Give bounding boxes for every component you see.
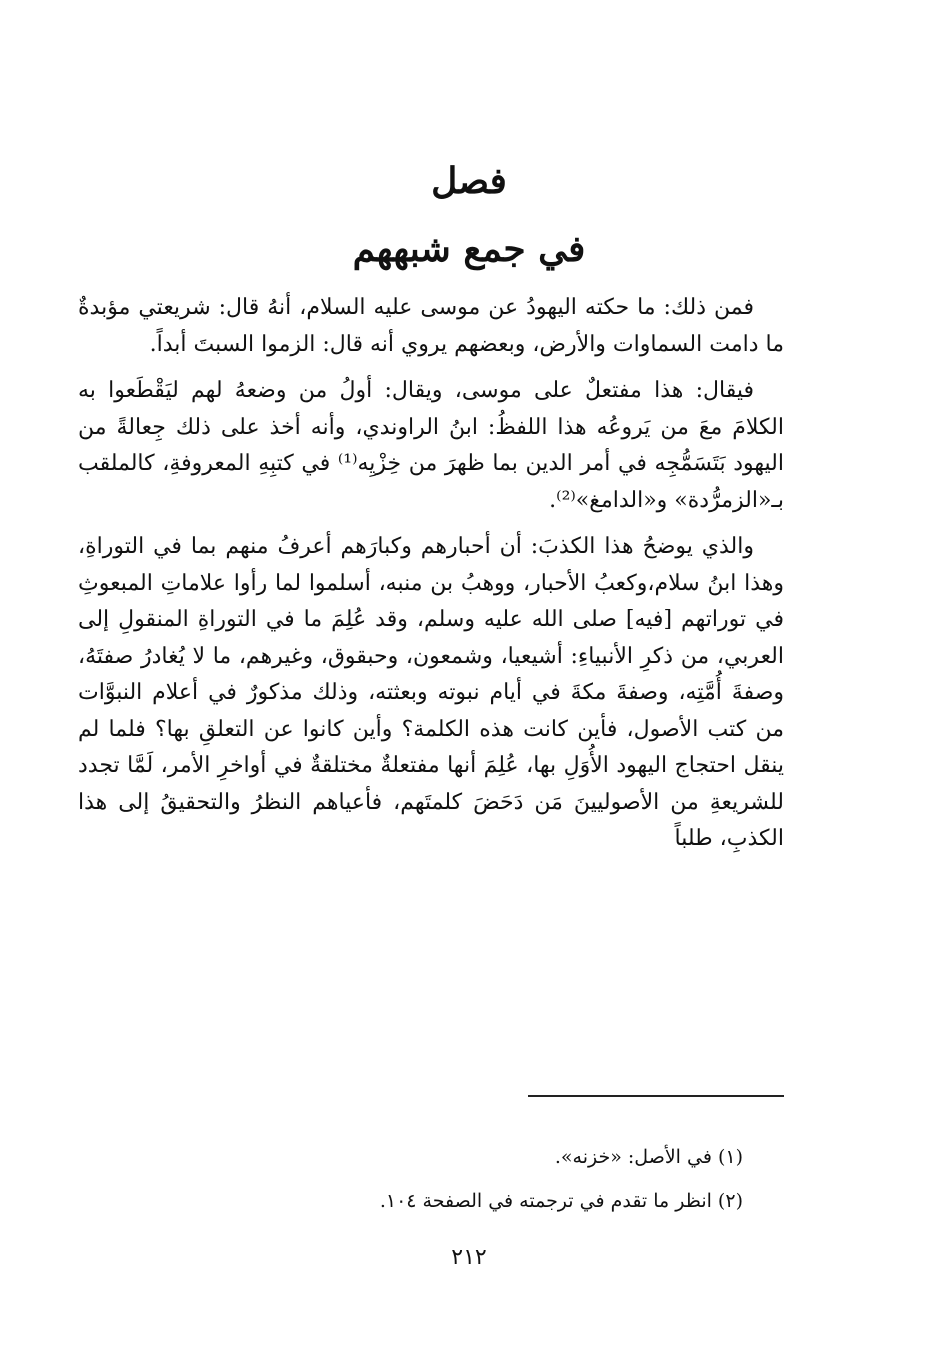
footnotes [243, 1135, 743, 1223]
footnote-divider [528, 1095, 784, 1097]
paragraph: والذي يوضحُ هذا الكذبَ: أن أحبارهم وكبارَهم أعرفُ منهم بما في التوراةِ، وهذا ابنُ سلام،وكعبُ الأحبار، ووهبُ بن منبه، أسلموا لما رأوا علاماتِ المبعوثِ في توراتهم [فيه] صلى الله عليه وسلم، وقد عُلِمَ ما في التوراةِ المنقولِ إلى العربي، من ذكرِ الأنبياءِ: أشيعيا، وشمعون، وحبقوق، وغيرهم، ما لا يُغادرُ صفتَهُ، وصفةَ أُمَّتِه، وصفةَ مكةَ في أيام نبوته وبعثته، وذلك مذكورٌ في أعلام النبوَّات من كتب الأصول، فأين كانت هذه الكلمة؟ وأين كانوا عن التعلقِ بها؟ فلما لم ينقل احتجاج اليهود الأُوَلِ بها، عُلِمَ أنها مفتعلةٌ مختلقةٌ في أواخرِ الأمر، لَمَّا تجدد للشريعةِ من الأصوليينَ مَن دَحَضَ كلمتَهم، فأعياهم النظرُ والتحقيقُ إلى هذا الكذبِ، طلباً [78, 534, 784, 851]
chapter-subtitle: في جمع شبههم [352, 228, 586, 270]
main-text [78, 290, 784, 858]
footnote: (١) في الأصل: «خزنه». [554, 1146, 743, 1168]
page-number: ٢١٢ [451, 1245, 487, 1270]
chapter-title: فصل [431, 160, 507, 202]
paragraph: فيقال: هذا مفتعلٌ على موسى، ويقال: أولُ من وضعهُ لهم ليَقْطَعوا به الكلامَ معَ من يَروعُه هذا اللفظُ: ابنُ الراوندي، وأنه أخذ على ذلك جِعالةً من اليهود بَتَسَمُّجِه في أمر الدين بما ظهرَ من خِزْيِه⁽¹⁾ في كتبِهِ المعروفةِ، كالملقب بـ«الزمرُّدة» و«الدامغ»⁽²⁾. [78, 378, 784, 513]
footnote: (٢) انظر ما تقدم في ترجمته في الصفحة ١٠٤. [379, 1190, 743, 1212]
paragraph: فمن ذلك: ما حكته اليهودُ عن موسى عليه السلام، أنهُ قال: شريعتي مؤبدةٌ ما دامت السماوات والأرض، وبعضهم يروي أنه قال: الزموا السبتَ أبداً. [78, 295, 784, 357]
